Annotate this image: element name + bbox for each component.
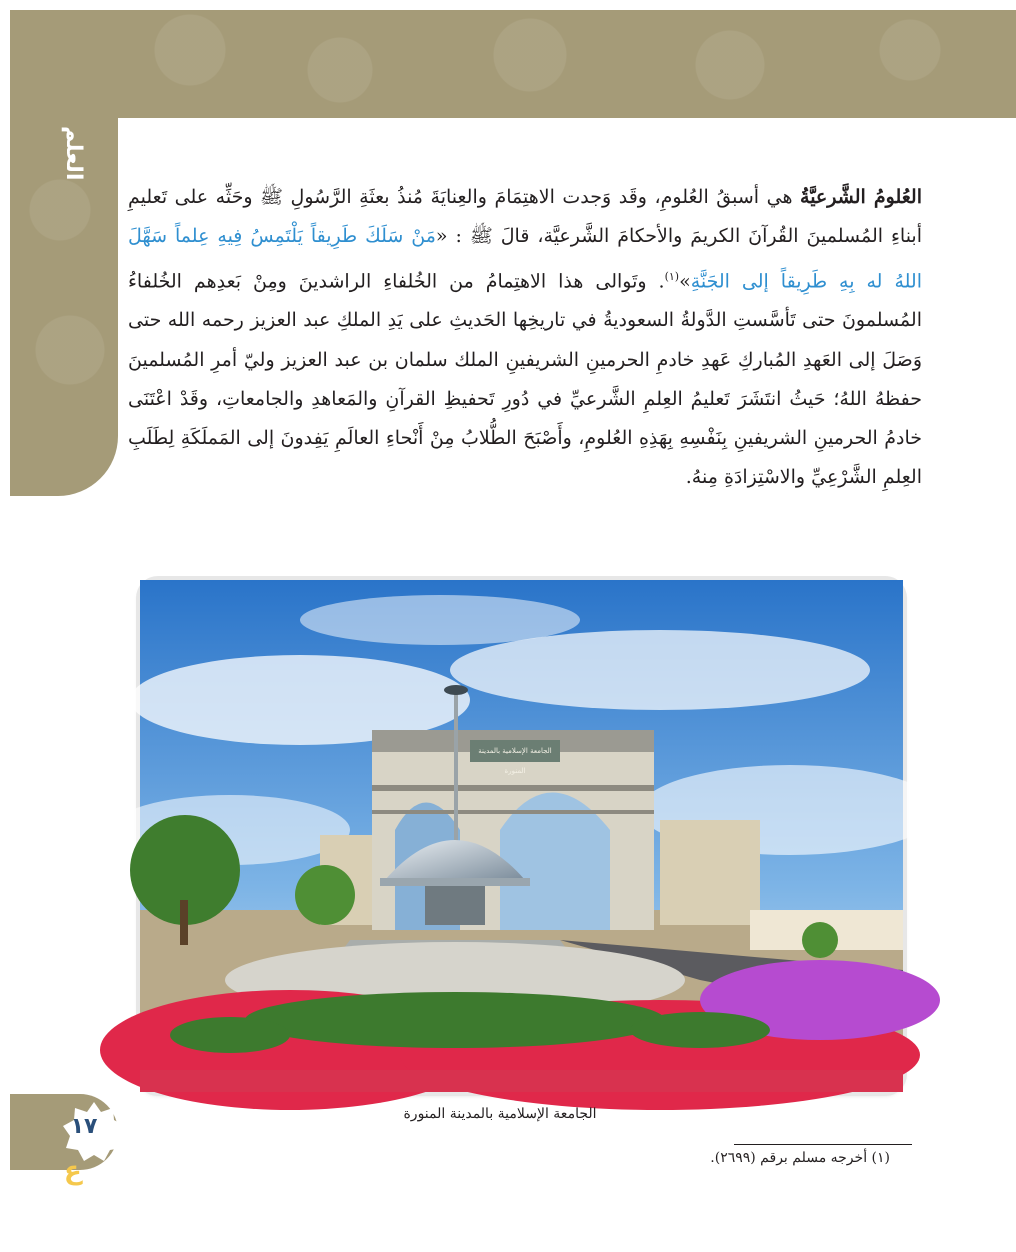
paragraph-part-2: . وتَوالى هذا الاهتِمامُ من الخُلفاءِ الراشدينَ ومِنْ بَعدِهم الخُلفاءُ المُسلمونَ حتى تَأسَّستِ الدَّولةُ السعوديةُ في تاريخِها الحَديثِ على يَدِ الملكِ عبد العزيز رحمه الله حتى وَصَلَ إلى العَهدِ المُباركِ عَهدِ خادمِ الحرمينِ الشريفينِ الملك سلمان بن عبد العزيز وليّ أمرِ المُسلمينَ حفظهُ اللهُ؛ حَيثُ انتَشَرَ تَعليمُ العِلمِ الشَّرعيِّ في دُورِ تَحفيظِ القرآنِ والمَعاهدِ والجامعاتِ، وقَدْ اعْتَنَى خادمُ الحرمينِ الشريفينِ بِنَفْسِهِ بِهَذِهِ العُلومِ، وأَصْبَحَ الطُّلابُ مِنْ أَنْحاءِ العالَمِ يَفِدونَ إلى المَملَكَةِ لِطَلَبِ العِلمِ الشَّرْعِيِّ والاسْتِزادَةِ مِنهُ. xyxy=(128,269,922,489)
footnote: (١) أخرجه مسلم برقم (٢٦٩٩). xyxy=(710,1150,890,1166)
top-decorative-band xyxy=(10,10,1016,118)
footnote-ref: (١) xyxy=(664,269,680,283)
publisher-logo: ع xyxy=(64,1156,82,1186)
chapter-label: العلم xyxy=(61,125,86,181)
university-photo xyxy=(140,580,903,1092)
page-number: ١٧ xyxy=(70,1114,98,1139)
side-decorative-band xyxy=(10,10,118,496)
hadith-quote: مَنْ سَلَكَ طَرِيقاً يَلْتَمِسُ فِيهِ عِلماً سَهَّلَ اللهُ له بِهِ طَرِيقاً إلى الجَنَّةِ xyxy=(128,225,922,292)
footnote-divider xyxy=(734,1144,912,1145)
photo-caption: الجامعة الإسلامية بالمدينة المنورة xyxy=(403,1106,597,1122)
paragraph-part-1: هي أسبقُ العُلومِ، وقَد وَجدت الاهتِمَامَ والعِنايَةَ مُنذُ بعثَةِ الرَّسُولِ ﷺ وحَثِّه على تَعليمِ أبناءِ المُسلمينَ القُرآنَ الكريمَ والأحكامَ الشَّرعيَّة، قالَ ﷺ : « xyxy=(128,186,922,248)
quote-close: » xyxy=(679,269,691,292)
bold-term: العُلومُ الشَّرعيَّةُ xyxy=(800,186,922,208)
gate-inscription: الجامعة الإسلامية بالمدينة المنورة xyxy=(478,747,552,775)
main-paragraph xyxy=(128,178,922,498)
